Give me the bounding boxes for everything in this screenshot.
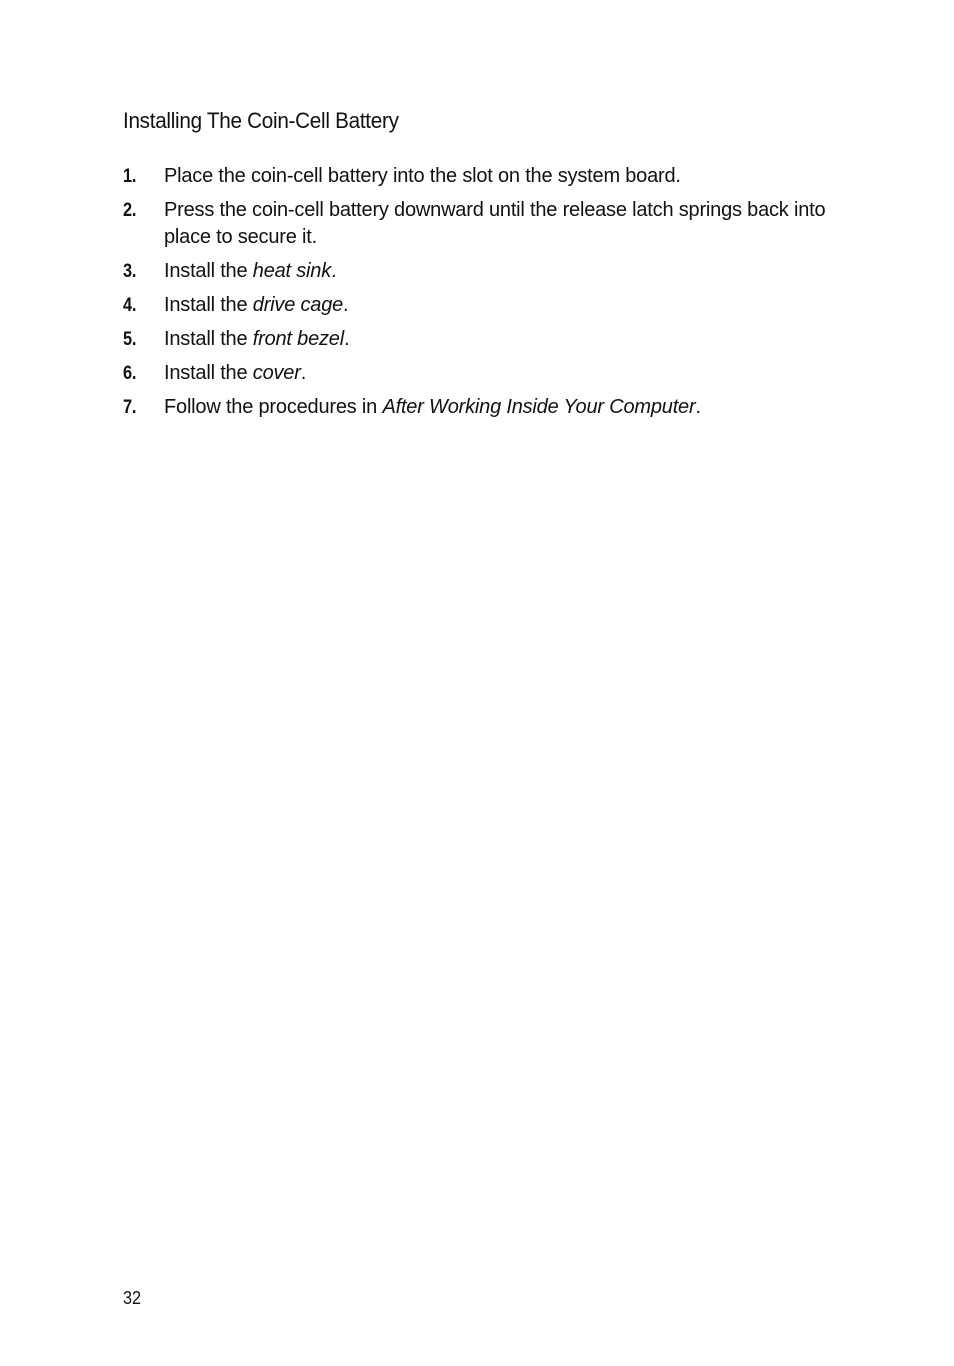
step-reference-link[interactable]: drive cage bbox=[252, 294, 344, 316]
list-item bbox=[123, 258, 843, 285]
step-text: Install the bbox=[164, 328, 253, 350]
step-number: 2. bbox=[123, 200, 137, 221]
step-number: 5. bbox=[123, 329, 137, 350]
list-item bbox=[123, 292, 843, 319]
step-punctuation: . bbox=[343, 294, 349, 316]
steps-list bbox=[123, 163, 843, 428]
step-punctuation: . bbox=[300, 362, 307, 384]
step-text: Install the bbox=[164, 294, 253, 316]
step-reference-link[interactable]: heat sink bbox=[252, 260, 332, 282]
step-reference-link[interactable]: After Working Inside Your Computer bbox=[382, 396, 696, 418]
step-number: 4. bbox=[123, 295, 137, 316]
step-number: 7. bbox=[123, 397, 137, 418]
step-text: Press the coin-cell battery downward until the release latch springs back into place to secure it. bbox=[164, 199, 826, 248]
page-number: 32 bbox=[123, 1288, 142, 1308]
step-punctuation: . bbox=[331, 260, 337, 282]
step-number: 6. bbox=[123, 363, 137, 384]
step-text: Follow the procedures in bbox=[164, 396, 383, 418]
step-number: 3. bbox=[123, 261, 137, 282]
step-text: Place the coin-cell battery into the slot on the system board. bbox=[164, 165, 681, 187]
list-item bbox=[123, 197, 843, 251]
step-text: Install the bbox=[164, 362, 253, 384]
section-title: Installing The Coin-Cell Battery bbox=[123, 108, 399, 133]
step-reference-link[interactable]: front bezel bbox=[252, 328, 344, 350]
step-text: Install the bbox=[164, 260, 253, 282]
list-item bbox=[123, 394, 843, 421]
step-punctuation: . bbox=[343, 328, 350, 350]
step-punctuation: . bbox=[695, 396, 701, 418]
list-item bbox=[123, 326, 843, 353]
list-item bbox=[123, 360, 843, 387]
list-item bbox=[123, 163, 843, 190]
step-reference-link[interactable]: cover bbox=[252, 362, 301, 384]
step-number: 1. bbox=[123, 166, 137, 187]
